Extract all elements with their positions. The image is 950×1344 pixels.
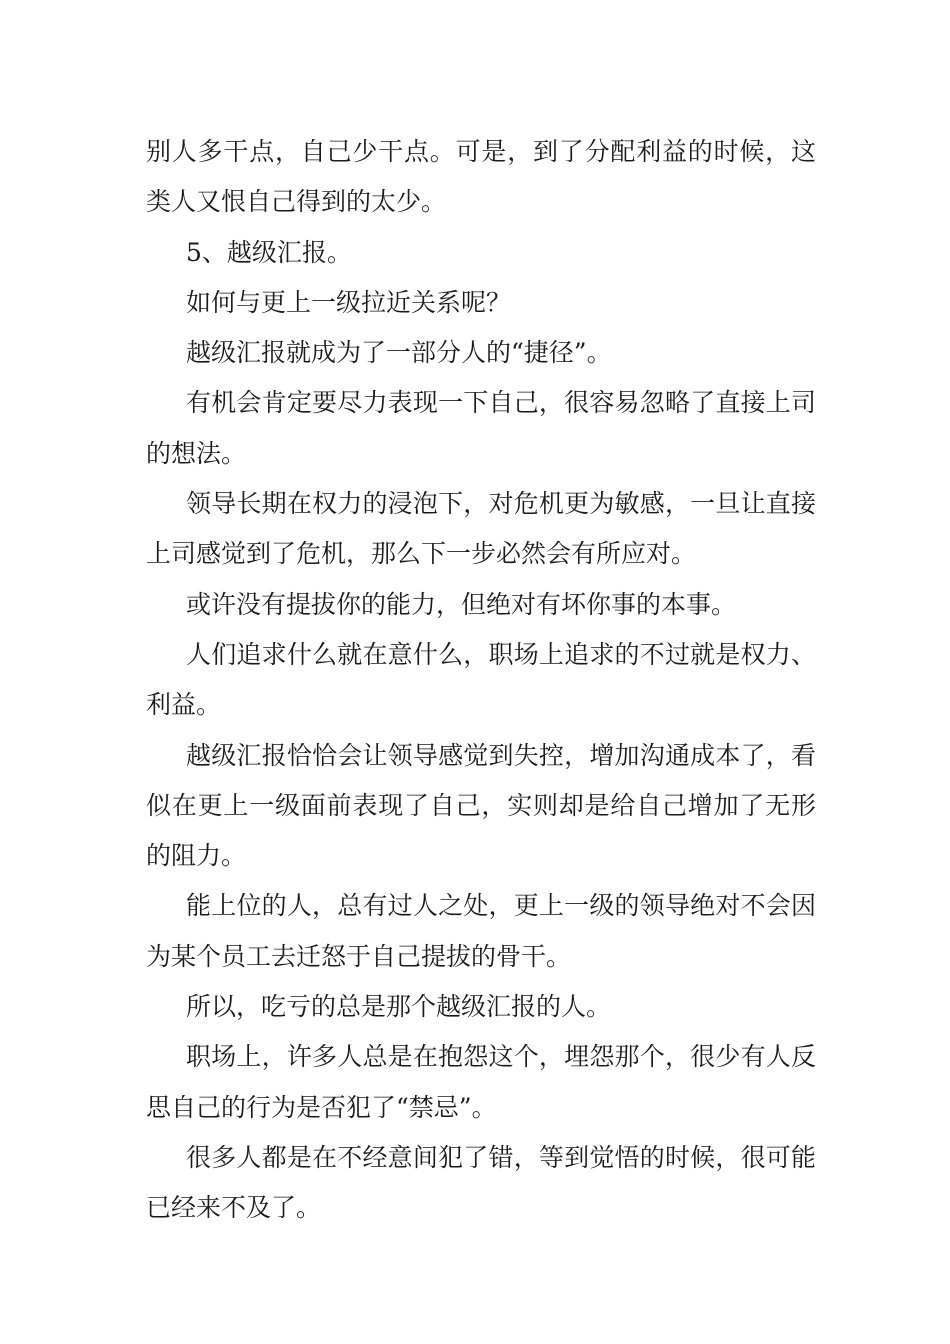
paragraph-4: 越级汇报就成为了一部分人的“捷径”。 [186, 338, 612, 368]
paragraph-2: 5、越级汇报。 [186, 237, 352, 267]
paragraph-3: 如何与更上一级拉近关系呢？ [186, 287, 512, 317]
paragraph-7: 或许没有提拔你的能力，但绝对有坏你事的本事。 [186, 589, 737, 619]
paragraph-6: 领导长期在权力的浸泡下，对危机更为敏感，一旦让直接上司感觉到了危机，那么下一步必然会有所应对。 [146, 489, 816, 569]
paragraph-11: 所以，吃亏的总是那个越级汇报的人。 [186, 992, 612, 1022]
paragraph-1: 别人多干点，自己少干点。可是，到了分配利益的时候，这类人又恨自己得到的太少。 [146, 137, 816, 217]
paragraph-13: 很多人都是在不经意间犯了错，等到觉悟的时候，很可能已经来不及了。 [146, 1142, 816, 1223]
paragraph-9: 越级汇报恰恰会让领导感觉到失控，增加沟通成本了，看似在更上一级面前表现了自己，实则却是给自己增加了无形的阻力。 [146, 740, 816, 871]
paragraph-10: 能上位的人，总有过人之处，更上一级的领导绝对不会因为某个员工去迁怒于自己提拔的骨干。 [146, 891, 816, 971]
paragraph-12: 职场上，许多人总是在抱怨这个，埋怨那个，很少有人反思自己的行为是否犯了“禁忌”。 [146, 1042, 816, 1122]
paragraph-5: 有机会肯定要尽力表现一下自己，很容易忽略了直接上司的想法。 [146, 388, 816, 468]
document-body [146, 127, 816, 1234]
paragraph-8: 人们追求什么就在意什么，职场上追求的不过就是权力、利益。 [146, 639, 816, 720]
